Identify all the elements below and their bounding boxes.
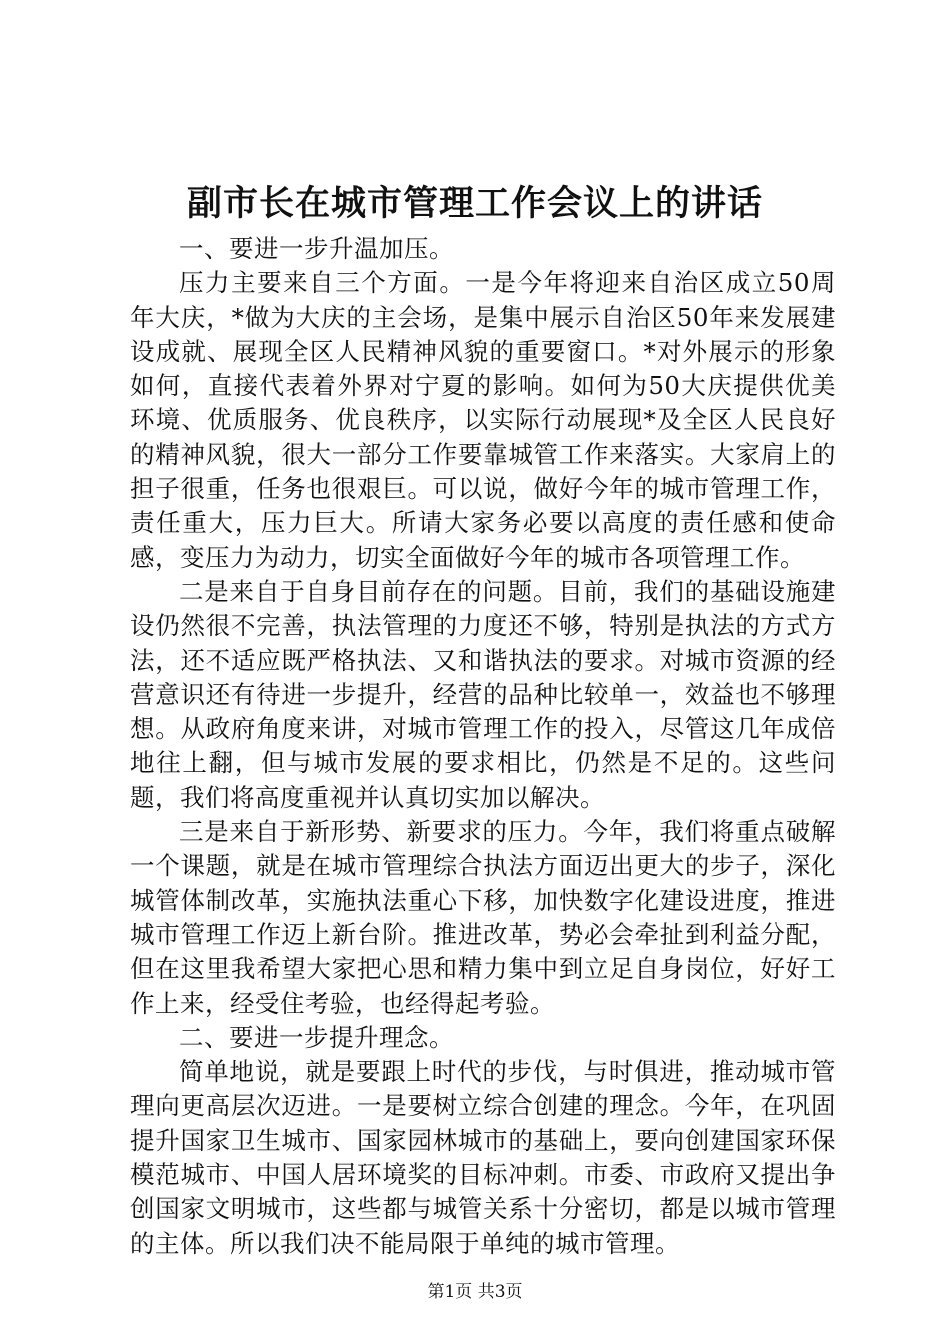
paragraph: 三是来自于新形势、新要求的压力。今年，我们将重点破解一个课题，就是在城市管理综合执法方面迈出更大的步子，深化城管体制改革，实施执法重心下移，加快数字化建设进度，推进城市管理工作迈上新台阶。推进改革，势必会牵扯到利益分配，但在这里我希望大家把心思和精力集中到立足自身岗位，好好工作上来，经受住考验，也经得起考验。 — [130, 817, 836, 1018]
section-heading-1: 一、要进一步升温加压。 — [179, 234, 454, 263]
paragraph: 二是来自于自身目前存在的问题。目前，我们的基础设施建设仍然很不完善，执法管理的力度还不够，特别是执法的方式方法，还不适应既严格执法、又和谐执法的要求。对城市资源的经营意识还有待进一步提升，经营的品种比较单一，效益也不够理想。从政府角度来讲，对城市管理工作的投入，尽管这几年成倍地往上翻，但与城市发展的要求相比，仍然是不足的。这些问题，我们将高度重视并认真切实加以解决。 — [130, 576, 836, 812]
paragraph: 简单地说，就是要跟上时代的步伐，与时俱进，推动城市管理向更高层次迈进。一是要树立综合创建的理念。今年，在巩固提升国家卫生城市、国家园林城市的基础上，要向创建国家环保模范城市、中国人居环境奖的目标冲刺。市委、市政府又提出争创国家文明城市，这些都与城管关系十分密切，都是以城市管理的主体。所以我们决不能局限于单纯的城市管理。 — [130, 1057, 836, 1258]
section-heading-2: 二、要进一步提升理念。 — [179, 1022, 454, 1052]
paragraph: 压力主要来自三个方面。一是今年将迎来自治区成立50周年大庆，*做为大庆的主会场，是集中展示自治区50年来发展建设成就、展现全区人民精神风貌的重要窗口。*对外展示的形象如何，直接代表着外界对宁夏的影响。如何为50大庆提供优美环境、优质服务、优良秩序，以实际行动展现*及全区人民良好的精神风貌，很大一部分工作要靠城管工作来落实。大家肩上的担子很重，任务也很艰巨。可以说，做好今年的城市管理工作，责任重大，压力巨大。所请大家务必要以高度的责任感和使命感，变压力为动力，切实全面做好今年的城市各项管理工作。 — [130, 268, 836, 572]
page-footer: 第1页 共3页 — [427, 1282, 523, 1302]
document-title: 副市长在城市管理工作会议上的讲话 — [186, 183, 763, 224]
document-body — [130, 232, 836, 1261]
